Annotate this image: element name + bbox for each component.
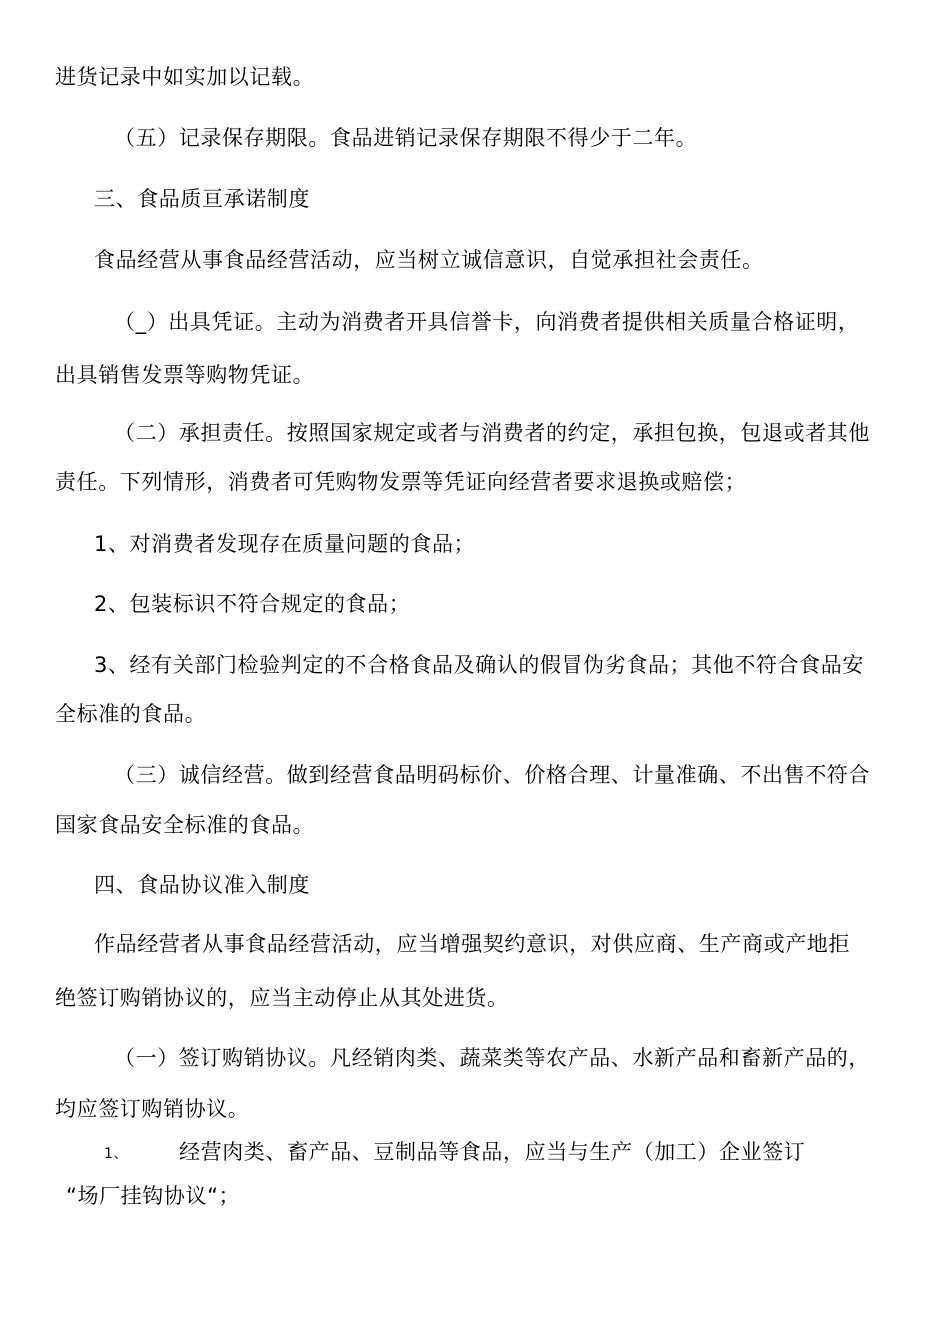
paragraph-line: 作品经营者从事食品经营活动，应当增强契约意识，对供应商、生产商或产地拒 bbox=[94, 932, 850, 956]
paragraph-line: 进货记录中如实加以记载。 bbox=[55, 65, 315, 89]
paragraph-line: 出具销售发票等购物凭证。 bbox=[55, 363, 315, 387]
list-item: 2、包装标识不符合规定的食品； bbox=[94, 592, 411, 616]
paragraph-line: 全标准的食品。 bbox=[55, 702, 207, 726]
paragraph-line: （五）记录保存期限。食品进销记录保存期限不得少于二年。 bbox=[114, 126, 698, 150]
section-heading: 四、食品协议准入制度 bbox=[94, 873, 310, 897]
paragraph-line: “场厂挂钩协议“； bbox=[66, 1184, 241, 1208]
list-number: 1、 bbox=[104, 1146, 129, 1162]
paragraph-line: 绝签订购销协议的，应当主动停止从其处进货。 bbox=[55, 986, 509, 1010]
paragraph-line: 国家食品安全标准的食品。 bbox=[55, 813, 315, 837]
paragraph-line: 食品经营从事食品经营活动，应当树立诚信意识，自觉承担社会责任。 bbox=[94, 248, 764, 272]
list-item: 3、经有关部门检验判定的不合格食品及确认的假冒伪劣食品；其他不符合食品安 bbox=[94, 653, 864, 677]
paragraph-line: （一）签订购销协议。凡经销肉类、蔬菜类等农产品、水新产品和畜新产品的， bbox=[114, 1046, 870, 1070]
paragraph-line: 均应签订购销协议。 bbox=[55, 1097, 250, 1121]
paragraph-line: （三）诚信经营。做到经营食品明码标价、价格合理、计量准确、不出售不符合 bbox=[114, 763, 870, 787]
paragraph-line: （二）承担责任。按照国家规定或者与消费者的约定，承担包换，包退或者其他 bbox=[114, 421, 870, 445]
paragraph-line: 责任。下列情形，消费者可凭购物发票等凭证向经营者要求退换或赔偿； bbox=[55, 470, 747, 494]
list-item: 1、对消费者发现存在质量问题的食品； bbox=[94, 532, 476, 556]
section-heading: 三、食品质亘承诺制度 bbox=[94, 187, 310, 211]
paragraph-line: （_）出具凭证。主动为消费者开具信誉卡，向消费者提供相关质量合格证明， bbox=[114, 310, 860, 334]
list-item: 经营肉类、畜产品、豆制品等食品，应当与生产（加工）企业签订 bbox=[179, 1140, 806, 1164]
